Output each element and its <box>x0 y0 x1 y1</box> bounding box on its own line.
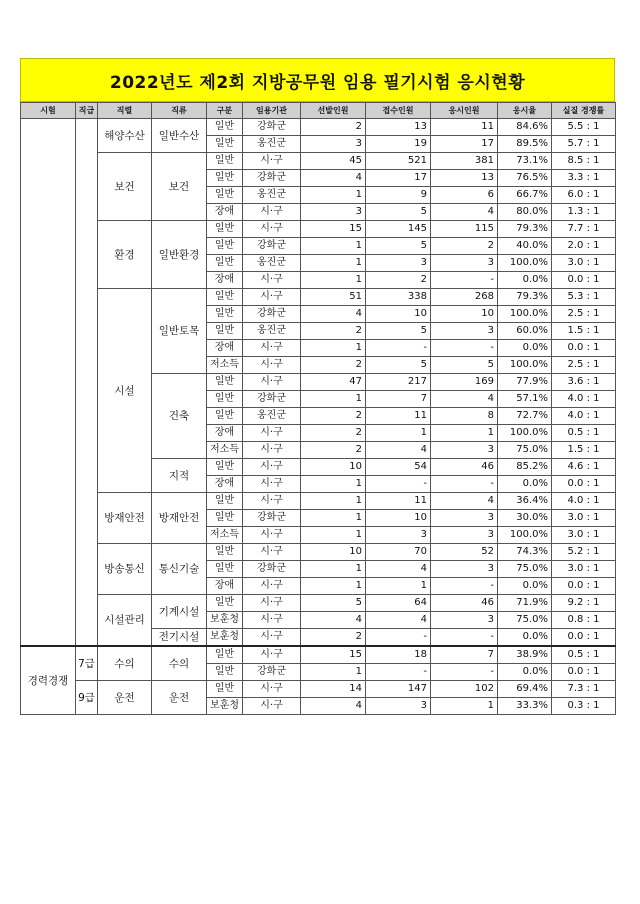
rate-cell: 100.0% <box>498 357 552 374</box>
rate-cell: 66.7% <box>498 187 552 204</box>
selected-cell: 1 <box>301 187 366 204</box>
applied-cell: 54 <box>366 459 431 476</box>
category-cell: 일반 <box>207 664 243 681</box>
selected-cell: 2 <box>301 442 366 459</box>
agency-cell: 강화군 <box>243 306 301 323</box>
agency-cell: 시·구 <box>243 612 301 629</box>
category-cell: 일반 <box>207 170 243 187</box>
applied-cell: 7 <box>366 391 431 408</box>
agency-cell: 시·구 <box>243 221 301 238</box>
rate-cell: 76.5% <box>498 170 552 187</box>
agency-cell: 시·구 <box>243 272 301 289</box>
selected-cell: 4 <box>301 306 366 323</box>
attended-cell: 3 <box>431 442 498 459</box>
header-series: 직렬 <box>98 103 152 119</box>
table-row <box>21 646 616 664</box>
rate-cell: 72.7% <box>498 408 552 425</box>
rate-cell: 71.9% <box>498 595 552 612</box>
attended-cell: 8 <box>431 408 498 425</box>
table-row <box>21 289 616 306</box>
category-cell: 저소득 <box>207 527 243 544</box>
applied-cell: 70 <box>366 544 431 561</box>
ratio-cell: 3.3 : 1 <box>552 170 616 187</box>
ratio-cell: 5.5 : 1 <box>552 119 616 136</box>
category-cell: 일반 <box>207 493 243 510</box>
rate-cell: 69.4% <box>498 681 552 698</box>
ratio-cell: 0.0 : 1 <box>552 476 616 493</box>
applied-cell: 5 <box>366 357 431 374</box>
title-banner <box>20 58 615 102</box>
exam-cell-blank <box>21 119 76 647</box>
table-row <box>21 595 616 612</box>
category-cell: 일반 <box>207 119 243 136</box>
rate-cell: 0.0% <box>498 664 552 681</box>
category-cell: 장애 <box>207 476 243 493</box>
applied-cell: 3 <box>366 255 431 272</box>
rate-cell: 80.0% <box>498 204 552 221</box>
selected-cell: 2 <box>301 323 366 340</box>
class-cell: 보건 <box>152 153 207 221</box>
ratio-cell: 4.0 : 1 <box>552 493 616 510</box>
agency-cell: 옹진군 <box>243 136 301 153</box>
selected-cell: 47 <box>301 374 366 391</box>
agency-cell: 시·구 <box>243 357 301 374</box>
header-class: 직류 <box>152 103 207 119</box>
selected-cell: 3 <box>301 204 366 221</box>
category-cell: 보훈청 <box>207 629 243 647</box>
rate-cell: 0.0% <box>498 629 552 647</box>
applied-cell: 145 <box>366 221 431 238</box>
agency-cell: 시·구 <box>243 629 301 647</box>
applied-cell: - <box>366 664 431 681</box>
applied-cell: 17 <box>366 170 431 187</box>
selected-cell: 2 <box>301 408 366 425</box>
ratio-cell: 5.7 : 1 <box>552 136 616 153</box>
selected-cell: 2 <box>301 357 366 374</box>
applied-cell: 10 <box>366 306 431 323</box>
category-cell: 일반 <box>207 646 243 664</box>
agency-cell: 시·구 <box>243 698 301 715</box>
agency-cell: 시·구 <box>243 476 301 493</box>
agency-cell: 강화군 <box>243 170 301 187</box>
attended-cell: 1 <box>431 698 498 715</box>
series-cell: 수의 <box>98 646 152 681</box>
category-cell: 일반 <box>207 136 243 153</box>
series-cell: 환경 <box>98 221 152 289</box>
agency-cell: 시·구 <box>243 204 301 221</box>
applied-cell: 338 <box>366 289 431 306</box>
attended-cell: 6 <box>431 187 498 204</box>
attended-cell: - <box>431 476 498 493</box>
ratio-cell: 8.5 : 1 <box>552 153 616 170</box>
agency-cell: 옹진군 <box>243 323 301 340</box>
header-applied: 접수인원 <box>366 103 431 119</box>
category-cell: 일반 <box>207 323 243 340</box>
rate-cell: 79.3% <box>498 221 552 238</box>
class-cell: 전기시설 <box>152 629 207 647</box>
header-attend-rate: 응시율 <box>498 103 552 119</box>
ratio-cell: 0.8 : 1 <box>552 612 616 629</box>
header-row <box>21 103 616 119</box>
ratio-cell: 2.0 : 1 <box>552 238 616 255</box>
attended-cell: 3 <box>431 612 498 629</box>
applied-cell: 18 <box>366 646 431 664</box>
category-cell: 일반 <box>207 681 243 698</box>
agency-cell: 옹진군 <box>243 255 301 272</box>
page-title: 2022년도 제2회 지방공무원 임용 필기시험 응시현황 <box>109 72 526 93</box>
attended-cell: 3 <box>431 510 498 527</box>
ratio-cell: 2.5 : 1 <box>552 357 616 374</box>
category-cell: 장애 <box>207 204 243 221</box>
attended-cell: - <box>431 340 498 357</box>
rate-cell: 36.4% <box>498 493 552 510</box>
attended-cell: 11 <box>431 119 498 136</box>
ratio-cell: 3.0 : 1 <box>552 510 616 527</box>
selected-cell: 14 <box>301 681 366 698</box>
attended-cell: 102 <box>431 681 498 698</box>
rate-cell: 100.0% <box>498 255 552 272</box>
class-cell: 지적 <box>152 459 207 493</box>
series-cell: 해양수산 <box>98 119 152 153</box>
header-agency: 임용기관 <box>243 103 301 119</box>
class-cell: 일반환경 <box>152 221 207 289</box>
rate-cell: 100.0% <box>498 425 552 442</box>
category-cell: 저소득 <box>207 357 243 374</box>
rate-cell: 40.0% <box>498 238 552 255</box>
attended-cell: 46 <box>431 595 498 612</box>
ratio-cell: 0.3 : 1 <box>552 698 616 715</box>
rate-cell: 0.0% <box>498 578 552 595</box>
series-cell: 시설관리 <box>98 595 152 647</box>
class-cell: 일반토목 <box>152 289 207 374</box>
agency-cell: 시·구 <box>243 595 301 612</box>
ratio-cell: 0.0 : 1 <box>552 272 616 289</box>
category-cell: 일반 <box>207 561 243 578</box>
attended-cell: 268 <box>431 289 498 306</box>
selected-cell: 15 <box>301 221 366 238</box>
ratio-cell: 3.0 : 1 <box>552 255 616 272</box>
agency-cell: 시·구 <box>243 340 301 357</box>
rate-cell: 75.0% <box>498 612 552 629</box>
applied-cell: 147 <box>366 681 431 698</box>
selected-cell: 45 <box>301 153 366 170</box>
rate-cell: 73.1% <box>498 153 552 170</box>
category-cell: 일반 <box>207 221 243 238</box>
rate-cell: 79.3% <box>498 289 552 306</box>
class-cell: 기계시설 <box>152 595 207 629</box>
category-cell: 저소득 <box>207 442 243 459</box>
selected-cell: 1 <box>301 510 366 527</box>
class-cell: 수의 <box>152 646 207 681</box>
rate-cell: 100.0% <box>498 527 552 544</box>
applied-cell: 11 <box>366 408 431 425</box>
applied-cell: 11 <box>366 493 431 510</box>
category-cell: 일반 <box>207 289 243 306</box>
ratio-cell: 3.6 : 1 <box>552 374 616 391</box>
ratio-cell: 4.6 : 1 <box>552 459 616 476</box>
category-cell: 일반 <box>207 187 243 204</box>
agency-cell: 강화군 <box>243 561 301 578</box>
ratio-cell: 0.0 : 1 <box>552 340 616 357</box>
ratio-cell: 1.5 : 1 <box>552 442 616 459</box>
selected-cell: 5 <box>301 595 366 612</box>
rate-cell: 57.1% <box>498 391 552 408</box>
ratio-cell: 0.5 : 1 <box>552 646 616 664</box>
rate-cell: 30.0% <box>498 510 552 527</box>
rate-cell: 0.0% <box>498 340 552 357</box>
agency-cell: 시·구 <box>243 578 301 595</box>
header-category: 구분 <box>207 103 243 119</box>
grade-cell-blank <box>76 119 98 647</box>
class-cell: 운전 <box>152 681 207 715</box>
applied-cell: 10 <box>366 510 431 527</box>
attended-cell: 13 <box>431 170 498 187</box>
applied-cell: 3 <box>366 698 431 715</box>
class-cell: 방재안전 <box>152 493 207 544</box>
selected-cell: 10 <box>301 459 366 476</box>
agency-cell: 옹진군 <box>243 187 301 204</box>
attended-cell: 3 <box>431 255 498 272</box>
grade-cell: 9급 <box>76 681 98 715</box>
applied-cell: 521 <box>366 153 431 170</box>
rate-cell: 0.0% <box>498 476 552 493</box>
agency-cell: 강화군 <box>243 119 301 136</box>
applied-cell: - <box>366 476 431 493</box>
applied-cell: 1 <box>366 578 431 595</box>
applied-cell: 5 <box>366 238 431 255</box>
series-cell: 방재안전 <box>98 493 152 544</box>
selected-cell: 1 <box>301 391 366 408</box>
attended-cell: 4 <box>431 204 498 221</box>
selected-cell: 1 <box>301 340 366 357</box>
header-competition-ratio: 실질 경쟁률 <box>552 103 616 119</box>
applied-cell: 9 <box>366 187 431 204</box>
agency-cell: 시·구 <box>243 527 301 544</box>
category-cell: 장애 <box>207 272 243 289</box>
applied-cell: 4 <box>366 612 431 629</box>
attended-cell: 4 <box>431 493 498 510</box>
attended-cell: - <box>431 629 498 647</box>
table-row <box>21 493 616 510</box>
applied-cell: - <box>366 629 431 647</box>
rate-cell: 0.0% <box>498 272 552 289</box>
agency-cell: 시·구 <box>243 442 301 459</box>
applied-cell: 64 <box>366 595 431 612</box>
applied-cell: 2 <box>366 272 431 289</box>
category-cell: 일반 <box>207 595 243 612</box>
agency-cell: 시·구 <box>243 289 301 306</box>
applied-cell: 5 <box>366 204 431 221</box>
agency-cell: 시·구 <box>243 459 301 476</box>
category-cell: 장애 <box>207 578 243 595</box>
category-cell: 보훈청 <box>207 698 243 715</box>
class-cell: 건축 <box>152 374 207 459</box>
category-cell: 일반 <box>207 510 243 527</box>
agency-cell: 시·구 <box>243 153 301 170</box>
applied-cell: 19 <box>366 136 431 153</box>
table-row <box>21 681 616 698</box>
selected-cell: 1 <box>301 664 366 681</box>
selected-cell: 2 <box>301 425 366 442</box>
category-cell: 일반 <box>207 459 243 476</box>
rate-cell: 89.5% <box>498 136 552 153</box>
selected-cell: 15 <box>301 646 366 664</box>
agency-cell: 강화군 <box>243 391 301 408</box>
ratio-cell: 6.0 : 1 <box>552 187 616 204</box>
rate-cell: 100.0% <box>498 306 552 323</box>
selected-cell: 4 <box>301 612 366 629</box>
rate-cell: 75.0% <box>498 442 552 459</box>
attended-cell: 169 <box>431 374 498 391</box>
ratio-cell: 4.0 : 1 <box>552 391 616 408</box>
selected-cell: 1 <box>301 527 366 544</box>
rate-cell: 33.3% <box>498 698 552 715</box>
attended-cell: - <box>431 272 498 289</box>
table-row <box>21 221 616 238</box>
agency-cell: 강화군 <box>243 510 301 527</box>
ratio-cell: 1.5 : 1 <box>552 323 616 340</box>
attended-cell: 115 <box>431 221 498 238</box>
applied-cell: 217 <box>366 374 431 391</box>
ratio-cell: 0.0 : 1 <box>552 664 616 681</box>
applied-cell: 1 <box>366 425 431 442</box>
selected-cell: 1 <box>301 493 366 510</box>
table-row <box>21 119 616 136</box>
ratio-cell: 4.0 : 1 <box>552 408 616 425</box>
category-cell: 일반 <box>207 238 243 255</box>
series-cell: 시설 <box>98 289 152 493</box>
agency-cell: 시·구 <box>243 493 301 510</box>
ratio-cell: 2.5 : 1 <box>552 306 616 323</box>
header-exam: 시험 <box>21 103 76 119</box>
selected-cell: 1 <box>301 272 366 289</box>
attended-cell: 2 <box>431 238 498 255</box>
agency-cell: 시·구 <box>243 374 301 391</box>
category-cell: 일반 <box>207 544 243 561</box>
selected-cell: 4 <box>301 170 366 187</box>
applied-cell: 13 <box>366 119 431 136</box>
selected-cell: 4 <box>301 698 366 715</box>
selected-cell: 1 <box>301 561 366 578</box>
applied-cell: - <box>366 340 431 357</box>
header-selected: 선발인원 <box>301 103 366 119</box>
class-cell: 통신기술 <box>152 544 207 595</box>
agency-cell: 시·구 <box>243 544 301 561</box>
attended-cell: 5 <box>431 357 498 374</box>
selected-cell: 1 <box>301 255 366 272</box>
agency-cell: 시·구 <box>243 681 301 698</box>
table-row <box>21 153 616 170</box>
ratio-cell: 7.7 : 1 <box>552 221 616 238</box>
applied-cell: 4 <box>366 442 431 459</box>
ratio-cell: 1.3 : 1 <box>552 204 616 221</box>
rate-cell: 75.0% <box>498 561 552 578</box>
rate-cell: 38.9% <box>498 646 552 664</box>
rate-cell: 77.9% <box>498 374 552 391</box>
attended-cell: 10 <box>431 306 498 323</box>
agency-cell: 강화군 <box>243 238 301 255</box>
class-cell: 일반수산 <box>152 119 207 153</box>
selected-cell: 3 <box>301 136 366 153</box>
rate-cell: 60.0% <box>498 323 552 340</box>
attended-cell: 46 <box>431 459 498 476</box>
category-cell: 보훈청 <box>207 612 243 629</box>
attended-cell: 1 <box>431 425 498 442</box>
category-cell: 장애 <box>207 425 243 442</box>
rate-cell: 84.6% <box>498 119 552 136</box>
attended-cell: 3 <box>431 323 498 340</box>
agency-cell: 옹진군 <box>243 408 301 425</box>
ratio-cell: 5.3 : 1 <box>552 289 616 306</box>
attended-cell: 4 <box>431 391 498 408</box>
category-cell: 일반 <box>207 306 243 323</box>
category-cell: 장애 <box>207 340 243 357</box>
applied-cell: 3 <box>366 527 431 544</box>
selected-cell: 10 <box>301 544 366 561</box>
agency-cell: 시·구 <box>243 425 301 442</box>
selected-cell: 1 <box>301 578 366 595</box>
ratio-cell: 0.0 : 1 <box>552 578 616 595</box>
rate-cell: 74.3% <box>498 544 552 561</box>
attended-cell: 52 <box>431 544 498 561</box>
header-grade: 직급 <box>76 103 98 119</box>
ratio-cell: 9.2 : 1 <box>552 595 616 612</box>
header-attended: 응시인원 <box>431 103 498 119</box>
attended-cell: 3 <box>431 561 498 578</box>
category-cell: 일반 <box>207 153 243 170</box>
category-cell: 일반 <box>207 391 243 408</box>
category-cell: 일반 <box>207 255 243 272</box>
ratio-cell: 5.2 : 1 <box>552 544 616 561</box>
grade-cell: 7급 <box>76 646 98 681</box>
series-cell: 보건 <box>98 153 152 221</box>
attended-cell: - <box>431 664 498 681</box>
selected-cell: 1 <box>301 476 366 493</box>
exam-cell: 경력경쟁 <box>21 646 76 715</box>
applied-cell: 4 <box>366 561 431 578</box>
attended-cell: 381 <box>431 153 498 170</box>
selected-cell: 2 <box>301 629 366 647</box>
selected-cell: 51 <box>301 289 366 306</box>
attended-cell: 17 <box>431 136 498 153</box>
agency-cell: 시·구 <box>243 646 301 664</box>
ratio-cell: 3.0 : 1 <box>552 561 616 578</box>
category-cell: 일반 <box>207 408 243 425</box>
attended-cell: 7 <box>431 646 498 664</box>
ratio-cell: 7.3 : 1 <box>552 681 616 698</box>
table-row <box>21 544 616 561</box>
exam-status-table <box>20 102 616 715</box>
ratio-cell: 0.5 : 1 <box>552 425 616 442</box>
selected-cell: 2 <box>301 119 366 136</box>
ratio-cell: 3.0 : 1 <box>552 527 616 544</box>
series-cell: 방송통신 <box>98 544 152 595</box>
attended-cell: 3 <box>431 527 498 544</box>
ratio-cell: 0.0 : 1 <box>552 629 616 647</box>
attended-cell: - <box>431 578 498 595</box>
category-cell: 일반 <box>207 374 243 391</box>
series-cell: 운전 <box>98 681 152 715</box>
applied-cell: 5 <box>366 323 431 340</box>
rate-cell: 85.2% <box>498 459 552 476</box>
agency-cell: 강화군 <box>243 664 301 681</box>
selected-cell: 1 <box>301 238 366 255</box>
